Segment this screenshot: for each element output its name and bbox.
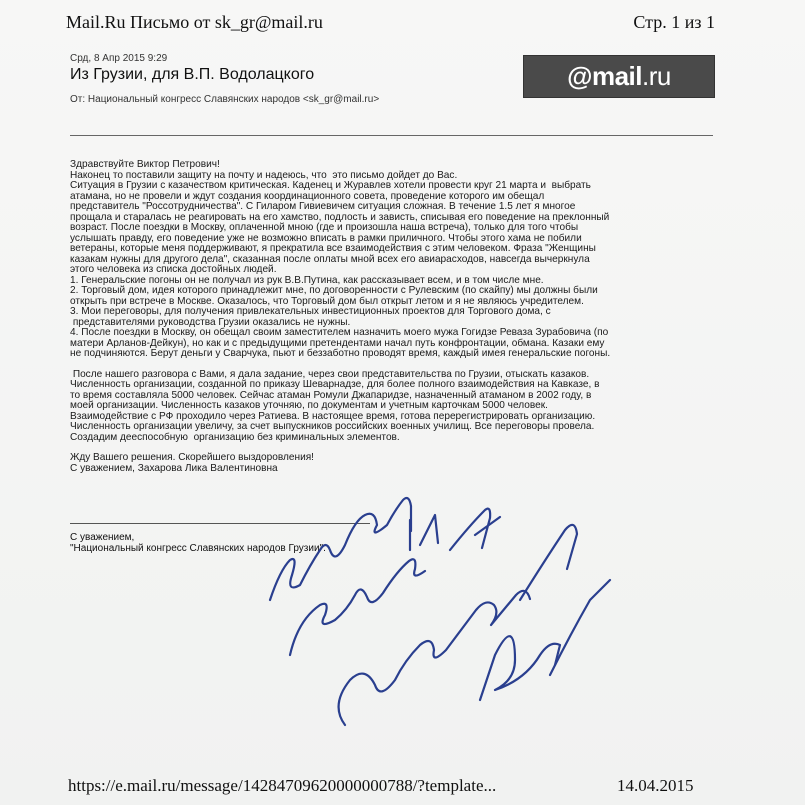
mailru-logo bbox=[523, 55, 715, 98]
body-line: то время составляла 5000 человек. Сейчас атаман Ромули Джапаридзе, назначенный атаманом в 2002 году, в bbox=[70, 389, 592, 401]
message-subject: Из Грузии, для В.П. Водолацкого bbox=[70, 66, 315, 83]
logo-text-at: @mail bbox=[567, 61, 643, 91]
body-line: Численность организации увеличу, за счет выпускников российских военных училищ. Все переговоры провела. bbox=[70, 421, 595, 432]
body-line: представителями руководства Грузии оказались не нужны. bbox=[70, 316, 351, 328]
body-line: Взаимодействие с РФ проходило через Ратиева. В настоящее время, готова перерегистрировать организацию. bbox=[70, 410, 596, 422]
message-date: Срд, 8 Апр 2015 9:29 bbox=[70, 53, 168, 64]
body-line: Наконец то поставили защиту на почту и надеюсь, что это письмо дойдет до Вас. bbox=[70, 169, 458, 181]
body-line: прощала и старалась не реагировать на его хамство, подлость и зависть, списывая его поведение на преклонный bbox=[70, 211, 610, 223]
body-line: представитель "Россотрудничества". С Гиларом Гивиевичем ситуация сложная. В течение 1.5 лет я многое bbox=[70, 201, 576, 212]
message-body bbox=[70, 160, 710, 474]
body-line: 1. Генеральские погоны он не получал из рук В.В.Путина, как рассказывает всем, и в том числе мне. bbox=[70, 274, 544, 286]
page-counter: Стр. 1 из 1 bbox=[633, 12, 715, 32]
body-line: этого человека из списка достойных людей. bbox=[70, 264, 277, 275]
body-line: Здравствуйте Виктор Петрович! bbox=[70, 159, 220, 170]
body-line: возраст. После поездки в Москву, оплаченной мною (где и произошла наша встреча), только для того чтобы bbox=[70, 222, 579, 233]
body-line: Численность организации, созданной по приказу Шеварнадзе, для более полного взаимодействия на Кавказе, в bbox=[70, 379, 600, 390]
body-line: 4. После поездки в Москву, он обещал своим заместителем назначить моего мужа Гогидзе Реваза Зурабовича (по bbox=[70, 327, 609, 338]
body-line: Создадим дееспособную организацию без криминальных элементов. bbox=[70, 431, 400, 443]
body-line: не подчиняются. Берут деньги у Сварчука, пьют и беззаботно проводят время, каждый имея генеральские погоны. bbox=[70, 348, 611, 359]
body-line: услышать правду, его поведение уже не возможно вписать в рамки приличного. Чтобы этого хама не побили bbox=[70, 232, 582, 244]
body-line: атамана, но не провели и ждут создания координационного совета, проведение которого им обещал bbox=[70, 190, 545, 202]
body-line: Жду Вашего решения. Скорейшего выздоровления! bbox=[70, 452, 314, 463]
body-line: 2. Торговый дом, идея которого принадлежит мне, по договоренности с Рулевским (по скайпу) мы должны были bbox=[70, 285, 598, 296]
body-line: После нашего разговора с Вами, я дала задание, через свои представительства по Грузии, отыскать казаков. bbox=[70, 368, 590, 380]
body-line: С уважением, Захарова Лика Валентиновна bbox=[70, 462, 278, 474]
body-line: моей организации. Численность казаков уточняю, по документам и учетным карточкам 5000 человек. bbox=[70, 400, 548, 411]
logo-text-ru: .ru bbox=[642, 61, 671, 91]
handwritten-annotation bbox=[250, 490, 650, 740]
footer-url: https://e.mail.ru/message/14284709620000000788/?template... bbox=[68, 776, 497, 795]
signature-line-2: "Национальный конгресс Славянских народов Грузии". bbox=[70, 543, 326, 554]
body-line: матери Арланов-Дейкун), но как и с предыдущими претендентами начал путь конфронтации, обмана. Казаки ему bbox=[70, 337, 605, 349]
body-line: открыть при встрече в Москве. Оказалось, что Торговый дом был открыт летом и я не являюсь учредителем. bbox=[70, 295, 584, 307]
paragraph-gap bbox=[70, 360, 710, 370]
print-title: Mail.Ru Письмо от sk_gr@mail.ru bbox=[66, 12, 323, 32]
body-line: ветераны, которые меня поддерживают, я прекратила все взаимодействия с этим человеком. Фраза "Женщины bbox=[70, 243, 596, 254]
signature-line-1: С уважением, bbox=[70, 532, 135, 543]
header-divider bbox=[70, 135, 713, 136]
body-line: Ситуация в Грузии с казачеством критическая. Каденец и Журавлев хотели провести круг 21 марта и выбрать bbox=[70, 180, 591, 191]
footer-date: 14.04.2015 bbox=[617, 776, 694, 795]
body-line: 3. Мои переговоры, для получения привлекательных инвестиционных проектов для Торгового дома, с bbox=[70, 306, 551, 317]
body-line: казакам нужны для другого дела", сказанная после оплаты мной всех его авиарасходов, навсегда вычеркнула bbox=[70, 253, 590, 265]
message-from: От: Национальный конгресс Славянских народов <sk_gr@mail.ru> bbox=[70, 94, 380, 105]
print-header bbox=[66, 12, 715, 33]
